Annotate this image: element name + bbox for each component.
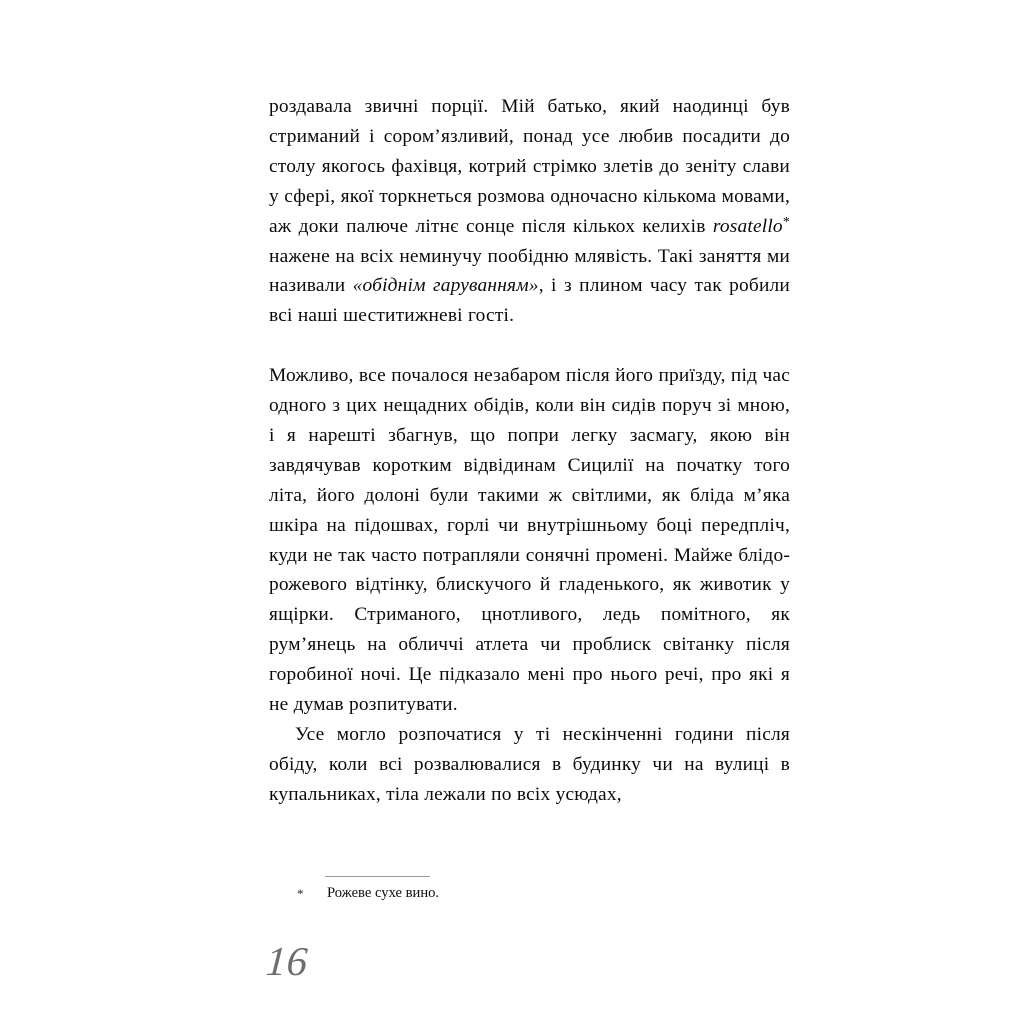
- body-text-column: [269, 92, 790, 810]
- paragraph-2: [269, 361, 790, 720]
- text-run: роздавала звичні порції. Мій батько, який наодинці був стриманий і сором’язливий, понад усе любив посадити до столу якогось фахівця, котрий стрімко злетів до зеніту слави у сфері, якої торкнеться розмова одночасно кількома мовами, аж доки палюче літнє сонце після кількох келихів: [269, 96, 790, 237]
- italic-run: «обіднім гаруванням»: [352, 275, 539, 297]
- text-run: Усе могло розпочатися у ті нескінченні години після обіду, коли всі розвалювалися в будинку чи на вулиці в купальниках, тіла лежали по всіх усюдах,: [269, 724, 790, 805]
- footnote-text: Рожеве сухе вино.: [327, 885, 440, 901]
- text-run: Можливо, все почалося незабаром після його приїзду, під час одного з цих нещадних обідів, коли він сидів поруч зі мною, і я нарешті збагнув, що попри легку засмагу, якою він завдячував коротким відвідинам Сицилії на початку того літа, його долоні були такими ж світлими, як бліда м’яка шкіра на підошвах, горлі чи внутрішньому боці передпліч, куди не так часто потрапляли сонячні промені. Майже блідо-рожевого відтінку, блискучого й гладенького, як животик у ящірки. Стриманого, цнотливого, ледь помітного, як рум’янець на обличчі атлета чи проблиск світанку після горобиної ночі. Це підказало мені про нього речі, про які я не думав розпитувати.: [269, 365, 790, 716]
- text-run: , і з плином часу так робили всі наші шеститижневі гості.: [269, 275, 790, 327]
- italic-run: rosatello: [712, 215, 783, 237]
- footnote-separator-rule: [325, 876, 430, 877]
- page-number: 16: [264, 938, 310, 984]
- text-run: нажене на всіх неминучу пообідню млявість. Такі заняття ми називали: [269, 245, 790, 297]
- footnote-marker: *: [297, 886, 304, 901]
- footnote-entry: [269, 884, 790, 903]
- paragraph-1: [269, 92, 790, 331]
- paragraph-3: [269, 720, 790, 810]
- footnote-area: [269, 876, 790, 903]
- footnote-reference-marker: *: [782, 214, 790, 230]
